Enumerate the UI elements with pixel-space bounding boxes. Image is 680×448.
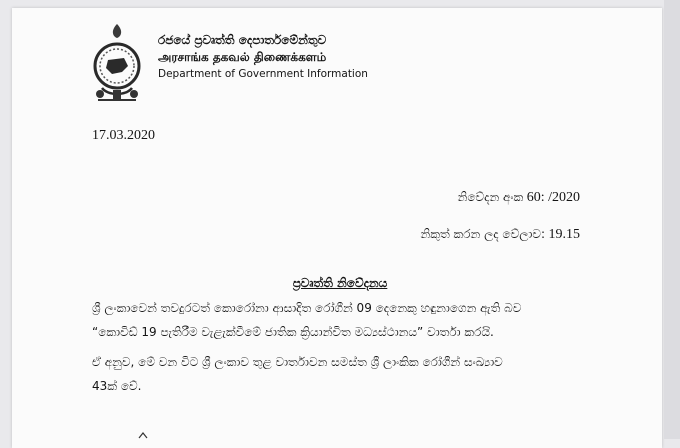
document-title-text: ප්‍රවෘත්ති නිවේදනය: [292, 276, 388, 290]
release-number-value: 60: /2020: [526, 190, 580, 205]
release-number: [458, 190, 580, 206]
department-name-english: Department of Government Information: [158, 68, 368, 80]
paragraph: [92, 296, 582, 344]
department-name-sinhala: රජයේ ප්‍රවෘත්ති දෙපාර්තමේන්තුව: [158, 33, 327, 47]
paragraph: [92, 350, 582, 398]
document-title: [0, 276, 680, 291]
viewer-margin: [664, 0, 680, 439]
issue-time-value: 19.15: [548, 227, 580, 242]
sri-lanka-emblem-icon: [88, 22, 146, 106]
paragraph-line: 43ක් වේ.: [92, 379, 142, 393]
paragraph-line: ඒ අනුව, මේ වන විට ශ්‍රී ලංකාව තුළ වාර්තාවන සමස්ත ශ්‍රී ලාංකික රෝගීන් සංඛ්‍යාව: [92, 355, 503, 369]
release-number-label: නිවේදන අංක: [457, 190, 524, 204]
issue-time-label: නිකුත් කරන ලද වේලාව:: [420, 227, 545, 241]
paragraph-line: “කොවිඩ් 19 පැතිරීම වැළැක්වීමේ ජාතික ක්‍රියාන්විත මධ්‍යස්ථානය” වාර්තා කරයි.: [92, 325, 494, 339]
department-name-tamil: அரசாங்க தகவல் திணைக்களம்: [158, 50, 327, 64]
department-header: [158, 32, 368, 83]
page-mark: [138, 432, 148, 439]
paragraph-line: ශ්‍රී ලංකාවෙන් තවදුරටත් කොරෝනා ආසාදිත රෝගීන් 09 දෙනෙකු හඳුනාගෙන ඇති බව: [92, 301, 522, 315]
release-date: 17.03.2020: [92, 128, 155, 143]
issue-time: [421, 227, 580, 243]
